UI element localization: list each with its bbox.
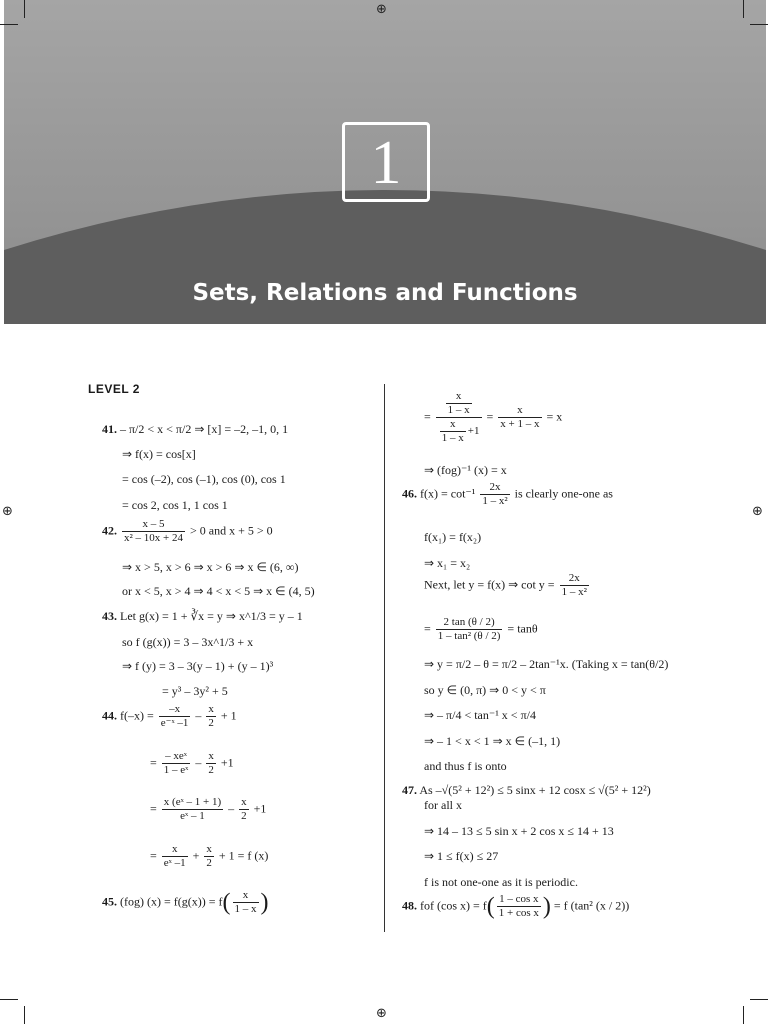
q45-fn: f bbox=[218, 894, 223, 909]
q48-number: 48. bbox=[402, 898, 417, 913]
q44-frac7: $\frac{x}{\text{eˣ –1}}$ bbox=[163, 843, 186, 869]
q44-tail1: + 1 bbox=[220, 708, 237, 723]
q46-line4 bbox=[424, 572, 591, 599]
q42-number: 42. bbox=[102, 523, 117, 538]
q41-line1 bbox=[102, 422, 288, 436]
q44-line2: = $\frac{\text{– xeˣ}}{\text{1 – eˣ}}$ – $\frac{x}{2}$ +1 bbox=[150, 750, 234, 776]
q44-frac5: $\frac{\text{x (eˣ – 1 + 1)}}{\text{eˣ – 1}}$ bbox=[163, 796, 222, 822]
q47-number: 47. bbox=[402, 783, 417, 797]
q44-lhs: f(–x) = bbox=[120, 708, 154, 723]
q46-line10: and thus f is onto bbox=[424, 759, 507, 773]
q47-line1b: for all x bbox=[424, 798, 462, 812]
q43-text: Let g(x) = 1 + ∛x = y ⇒ x^1/3 = y – 1 bbox=[120, 609, 303, 623]
q46-l5-tail: = tanθ bbox=[507, 621, 538, 636]
registration-mark-icon: ⊕ bbox=[2, 504, 13, 519]
q46-l4-frac: $\frac{2x}{\text{1 – x²}}$ bbox=[561, 572, 587, 598]
section-heading: LEVEL 2 bbox=[88, 382, 140, 396]
q45-text: (fog) (x) = f(g(x)) = bbox=[120, 894, 216, 909]
crop-mark bbox=[24, 1006, 25, 1024]
column-divider bbox=[384, 384, 385, 932]
q46-line8: ⇒ – π/4 < tan⁻¹ x < π/4 bbox=[424, 708, 536, 722]
q43-line1 bbox=[102, 609, 303, 623]
q48-lhs: fof (cos x) = f bbox=[420, 898, 487, 913]
q45-frac: $\frac{x}{1 - x}$ bbox=[234, 889, 257, 915]
q47-line3: ⇒ 1 ≤ f(x) ≤ 27 bbox=[424, 849, 499, 863]
q47-text: As –√(5² + 12²) ≤ 5 sinx + 12 cosx ≤ √(5² + 12²) bbox=[419, 783, 651, 797]
q46-line2: f(x₁) = f(x₂) bbox=[424, 530, 482, 544]
q46-line1 bbox=[402, 481, 613, 508]
r-frac-simple: $\frac{x}{x + 1 - x}$ bbox=[500, 404, 540, 430]
q46-line7: so y ∈ (0, π) ⇒ 0 < y < π bbox=[424, 683, 546, 697]
q43-line2: so f (g(x)) = 3 – 3x^1/3 + x bbox=[122, 635, 254, 649]
q46-l5-frac: $\frac{2 \tan (\theta / 2)}{\text{1 – tan² (θ / 2)}}$ bbox=[437, 616, 501, 642]
q41-number: 41. bbox=[102, 422, 117, 436]
q44-frac1: $\frac{-x}{\text{e⁻ˣ –1}}$ bbox=[160, 703, 189, 729]
q42-line3: or x < 5, x > 4 ⇒ 4 < x < 5 ⇒ x ∈ (4, 5) bbox=[122, 584, 315, 598]
r-compound: $\frac{x}{1 - x}$ $\frac{x}{1 - x}$ +1 bbox=[436, 390, 482, 445]
q46-l4-text: Next, let y = f(x) ⇒ cot y = bbox=[424, 577, 555, 592]
r-inverse-line: ⇒ (fog)⁻¹ (x) = x bbox=[424, 463, 507, 477]
q47-line2: ⇒ 14 – 13 ≤ 5 sin x + 2 cos x ≤ 14 + 13 bbox=[424, 824, 614, 838]
q46-lhs: f(x) = cot⁻¹ bbox=[420, 486, 476, 501]
q46-line5: = $\frac{2 \tan (\theta / 2)}{\text{1 – tan² (θ / 2)}}$ = tanθ bbox=[424, 616, 538, 642]
crop-mark bbox=[0, 999, 18, 1000]
crop-mark bbox=[750, 24, 768, 25]
q46-line3: ⇒ x₁ = x₂ bbox=[424, 556, 471, 570]
crop-mark bbox=[743, 1006, 744, 1024]
crop-mark bbox=[0, 24, 18, 25]
registration-mark-icon: ⊕ bbox=[376, 1006, 387, 1021]
q43-line3: ⇒ f (y) = 3 – 3(y – 1) + (y – 1)³ bbox=[122, 659, 274, 673]
chapter-title: Sets, Relations and Functions bbox=[192, 280, 578, 306]
crop-mark bbox=[750, 999, 768, 1000]
q46-line9: ⇒ – 1 < x < 1 ⇒ x ∈ (–1, 1) bbox=[424, 734, 561, 748]
q46-line6: ⇒ y = π/2 – θ = π/2 – 2tan⁻¹x. (Taking x = tan(θ/2) bbox=[424, 657, 669, 671]
q45-line1: 45. (fog) (x) = f(g(x)) = f( $\frac{x}{1 - x}$ ) bbox=[102, 889, 269, 916]
crop-mark bbox=[743, 0, 744, 18]
crop-mark bbox=[24, 0, 25, 18]
q47-line1 bbox=[402, 783, 651, 797]
q41-line3: = cos (–2), cos (–1), cos (0), cos 1 bbox=[122, 472, 286, 486]
q44-frac2: $\frac{x}{2}$ bbox=[208, 703, 214, 729]
q42-tail: > 0 and x + 5 > 0 bbox=[190, 523, 273, 538]
q44-frac8: $\frac{x}{2}$ bbox=[206, 843, 212, 869]
q44-line3: = $\frac{\text{x (eˣ – 1 + 1)}}{\text{eˣ – 1}}$ – $\frac{x}{2}$ +1 bbox=[150, 796, 267, 822]
q44-line4: = $\frac{x}{\text{eˣ –1}}$ + $\frac{x}{2}$ + 1 = f (x) bbox=[150, 843, 269, 869]
q44-number: 44. bbox=[102, 708, 117, 723]
q43-line4: = y³ – 3y² + 5 bbox=[162, 684, 228, 698]
q44-tail4: + 1 = f (x) bbox=[218, 848, 269, 863]
chapter-number: 1 bbox=[342, 122, 430, 202]
q41-text: – π/2 < x < π/2 ⇒ [x] = –2, –1, 0, 1 bbox=[120, 422, 289, 436]
q47-line4: f is not one-one as it is periodic. bbox=[424, 875, 578, 889]
q48-frac: $\frac{\text{1 – cos x}}{\text{1 + cos x}}$ bbox=[498, 893, 539, 919]
q46-frac: $\frac{2x}{\text{1 – x²}}$ bbox=[482, 481, 508, 507]
q42-fraction: $\frac{x - 5}{\text{x² – 10x + 24}}$ bbox=[124, 518, 184, 544]
q45-number: 45. bbox=[102, 894, 117, 909]
q48-line1: 48. fof (cos x) = f( $\frac{\text{1 – cos x}}{\text{1 + cos x}}$ ) = f (tan² (x / 2)) bbox=[402, 893, 630, 920]
r-tail: = x bbox=[546, 409, 563, 424]
r-compound-fraction: = $\frac{x}{1 - x}$ $\frac{x}{1 - x}$ +1 = $\frac{x}{x + 1 - x}$ = x bbox=[424, 390, 563, 444]
q44-frac4: $\frac{x}{2}$ bbox=[208, 750, 214, 776]
q41-line4: = cos 2, cos 1, 1 cos 1 bbox=[122, 498, 228, 512]
q42-line1 bbox=[102, 518, 273, 545]
registration-mark-icon: ⊕ bbox=[376, 2, 387, 17]
q41-line2: ⇒ f(x) = cos[x] bbox=[122, 447, 196, 461]
registration-mark-icon: ⊕ bbox=[752, 504, 763, 519]
q44-line1: 44. f(–x) = $\frac{-x}{\text{e⁻ˣ –1}}$ – $\frac{x}{2}$ + 1 bbox=[102, 703, 237, 729]
q44-frac6: $\frac{x}{2}$ bbox=[241, 796, 247, 822]
q48-tail: = f (tan² (x / 2)) bbox=[553, 898, 630, 913]
chapter-banner bbox=[4, 0, 766, 324]
q43-number: 43. bbox=[102, 609, 117, 623]
q42-line2: ⇒ x > 5, x > 6 ⇒ x > 6 ⇒ x ∈ (6, ∞) bbox=[122, 560, 299, 574]
q44-frac3: $\frac{\text{– xeˣ}}{\text{1 – eˣ}}$ bbox=[163, 750, 189, 776]
q46-number: 46. bbox=[402, 486, 417, 501]
q46-tail: is clearly one-one as bbox=[514, 486, 613, 501]
